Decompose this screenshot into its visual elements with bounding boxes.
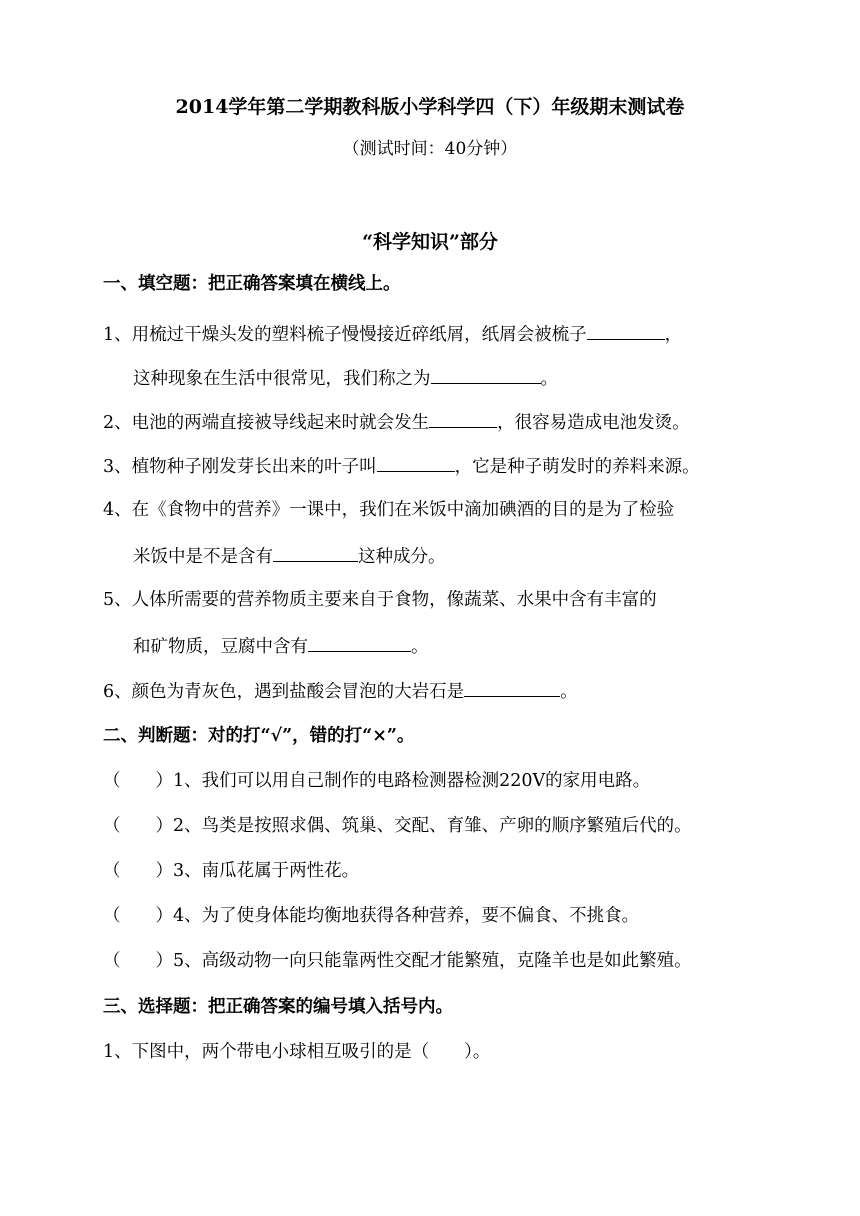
question-6	[103, 679, 578, 703]
q1-text-2: 这种现象在生活中很常见，我们称之为	[133, 369, 431, 389]
question-1-line-2	[133, 366, 558, 390]
q2-text: 2、电池的两端直接被导线起来时就会发生	[103, 413, 430, 433]
q1-comma: ，	[664, 325, 683, 345]
q6-blank[interactable]	[464, 679, 560, 697]
section1-heading: 一、填空题：把正确答案填在横线上。	[103, 274, 401, 294]
question-2	[103, 410, 690, 434]
q6-period: 。	[560, 682, 578, 702]
q2-blank[interactable]	[429, 410, 497, 428]
q3-text: 3、植物种子刚发芽长出来的叶子叫	[103, 457, 377, 477]
judge-item-4: （ ）4、为了使身体能均衡地获得各种营养，要不偏食、不挑食。	[103, 906, 640, 926]
question-4-line-2	[133, 544, 446, 568]
section2-heading: 二、判断题：对的打“√”，错的打“×”。	[103, 726, 415, 746]
q4-text-2: 这种成分。	[358, 547, 446, 567]
q5-text: 和矿物质，豆腐中含有	[133, 637, 308, 657]
q4-text: 米饭中是不是含有	[133, 547, 273, 567]
question-4-line-1: 4、在《食物中的营养》一课中，我们在米饭中滴加碘酒的目的是为了检验	[103, 500, 675, 520]
judge-item-2: （ ）2、鸟类是按照求偶、筑巢、交配、育雏、产卵的顺序繁殖后代的。	[103, 816, 692, 836]
question-3	[103, 454, 700, 478]
exam-duration: （测试时间：40分钟）	[342, 139, 518, 159]
q1-blank-2[interactable]	[431, 366, 541, 384]
exam-title: 2014学年第二学期教科版小学科学四（下）年级期末测试卷	[175, 96, 685, 118]
section3-heading: 三、选择题：把正确答案的编号填入括号内。	[103, 997, 453, 1017]
q1-period: 。	[540, 369, 558, 389]
judge-item-1: （ ）1、我们可以用自己制作的电路检测器检测220V的家用电路。	[103, 771, 651, 791]
q1-text: 1、用梳过干燥头发的塑料梳子慢慢接近碎纸屑，纸屑会被梳子	[103, 325, 587, 345]
q2-text-2: ，很容易造成电池发烫。	[497, 413, 690, 433]
q3-text-2: ，它是种子萌发时的养料来源。	[454, 457, 700, 477]
question-5-line-2	[133, 634, 429, 658]
judge-item-3: （ ）3、南瓜花属于两性花。	[103, 861, 360, 881]
q1-blank-1[interactable]	[587, 322, 665, 340]
question-5-line-1: 5、人体所需要的营养物质主要来自于食物，像蔬菜、水果中含有丰富的	[103, 590, 657, 610]
part-title: “科学知识”部分	[362, 231, 498, 253]
q4-blank[interactable]	[273, 544, 358, 562]
judge-item-5: （ ）5、高级动物一向只能靠两性交配才能繁殖，克隆羊也是如此繁殖。	[103, 951, 692, 971]
q5-blank[interactable]	[308, 634, 411, 652]
q5-period: 。	[411, 637, 429, 657]
choice-question-1: 1、下图中，两个带电小球相互吸引的是（ ）。	[103, 1042, 491, 1062]
q3-blank[interactable]	[377, 454, 455, 472]
question-1-line-1	[103, 322, 682, 346]
q6-text: 6、颜色为青灰色，遇到盐酸会冒泡的大岩石是	[103, 682, 465, 702]
